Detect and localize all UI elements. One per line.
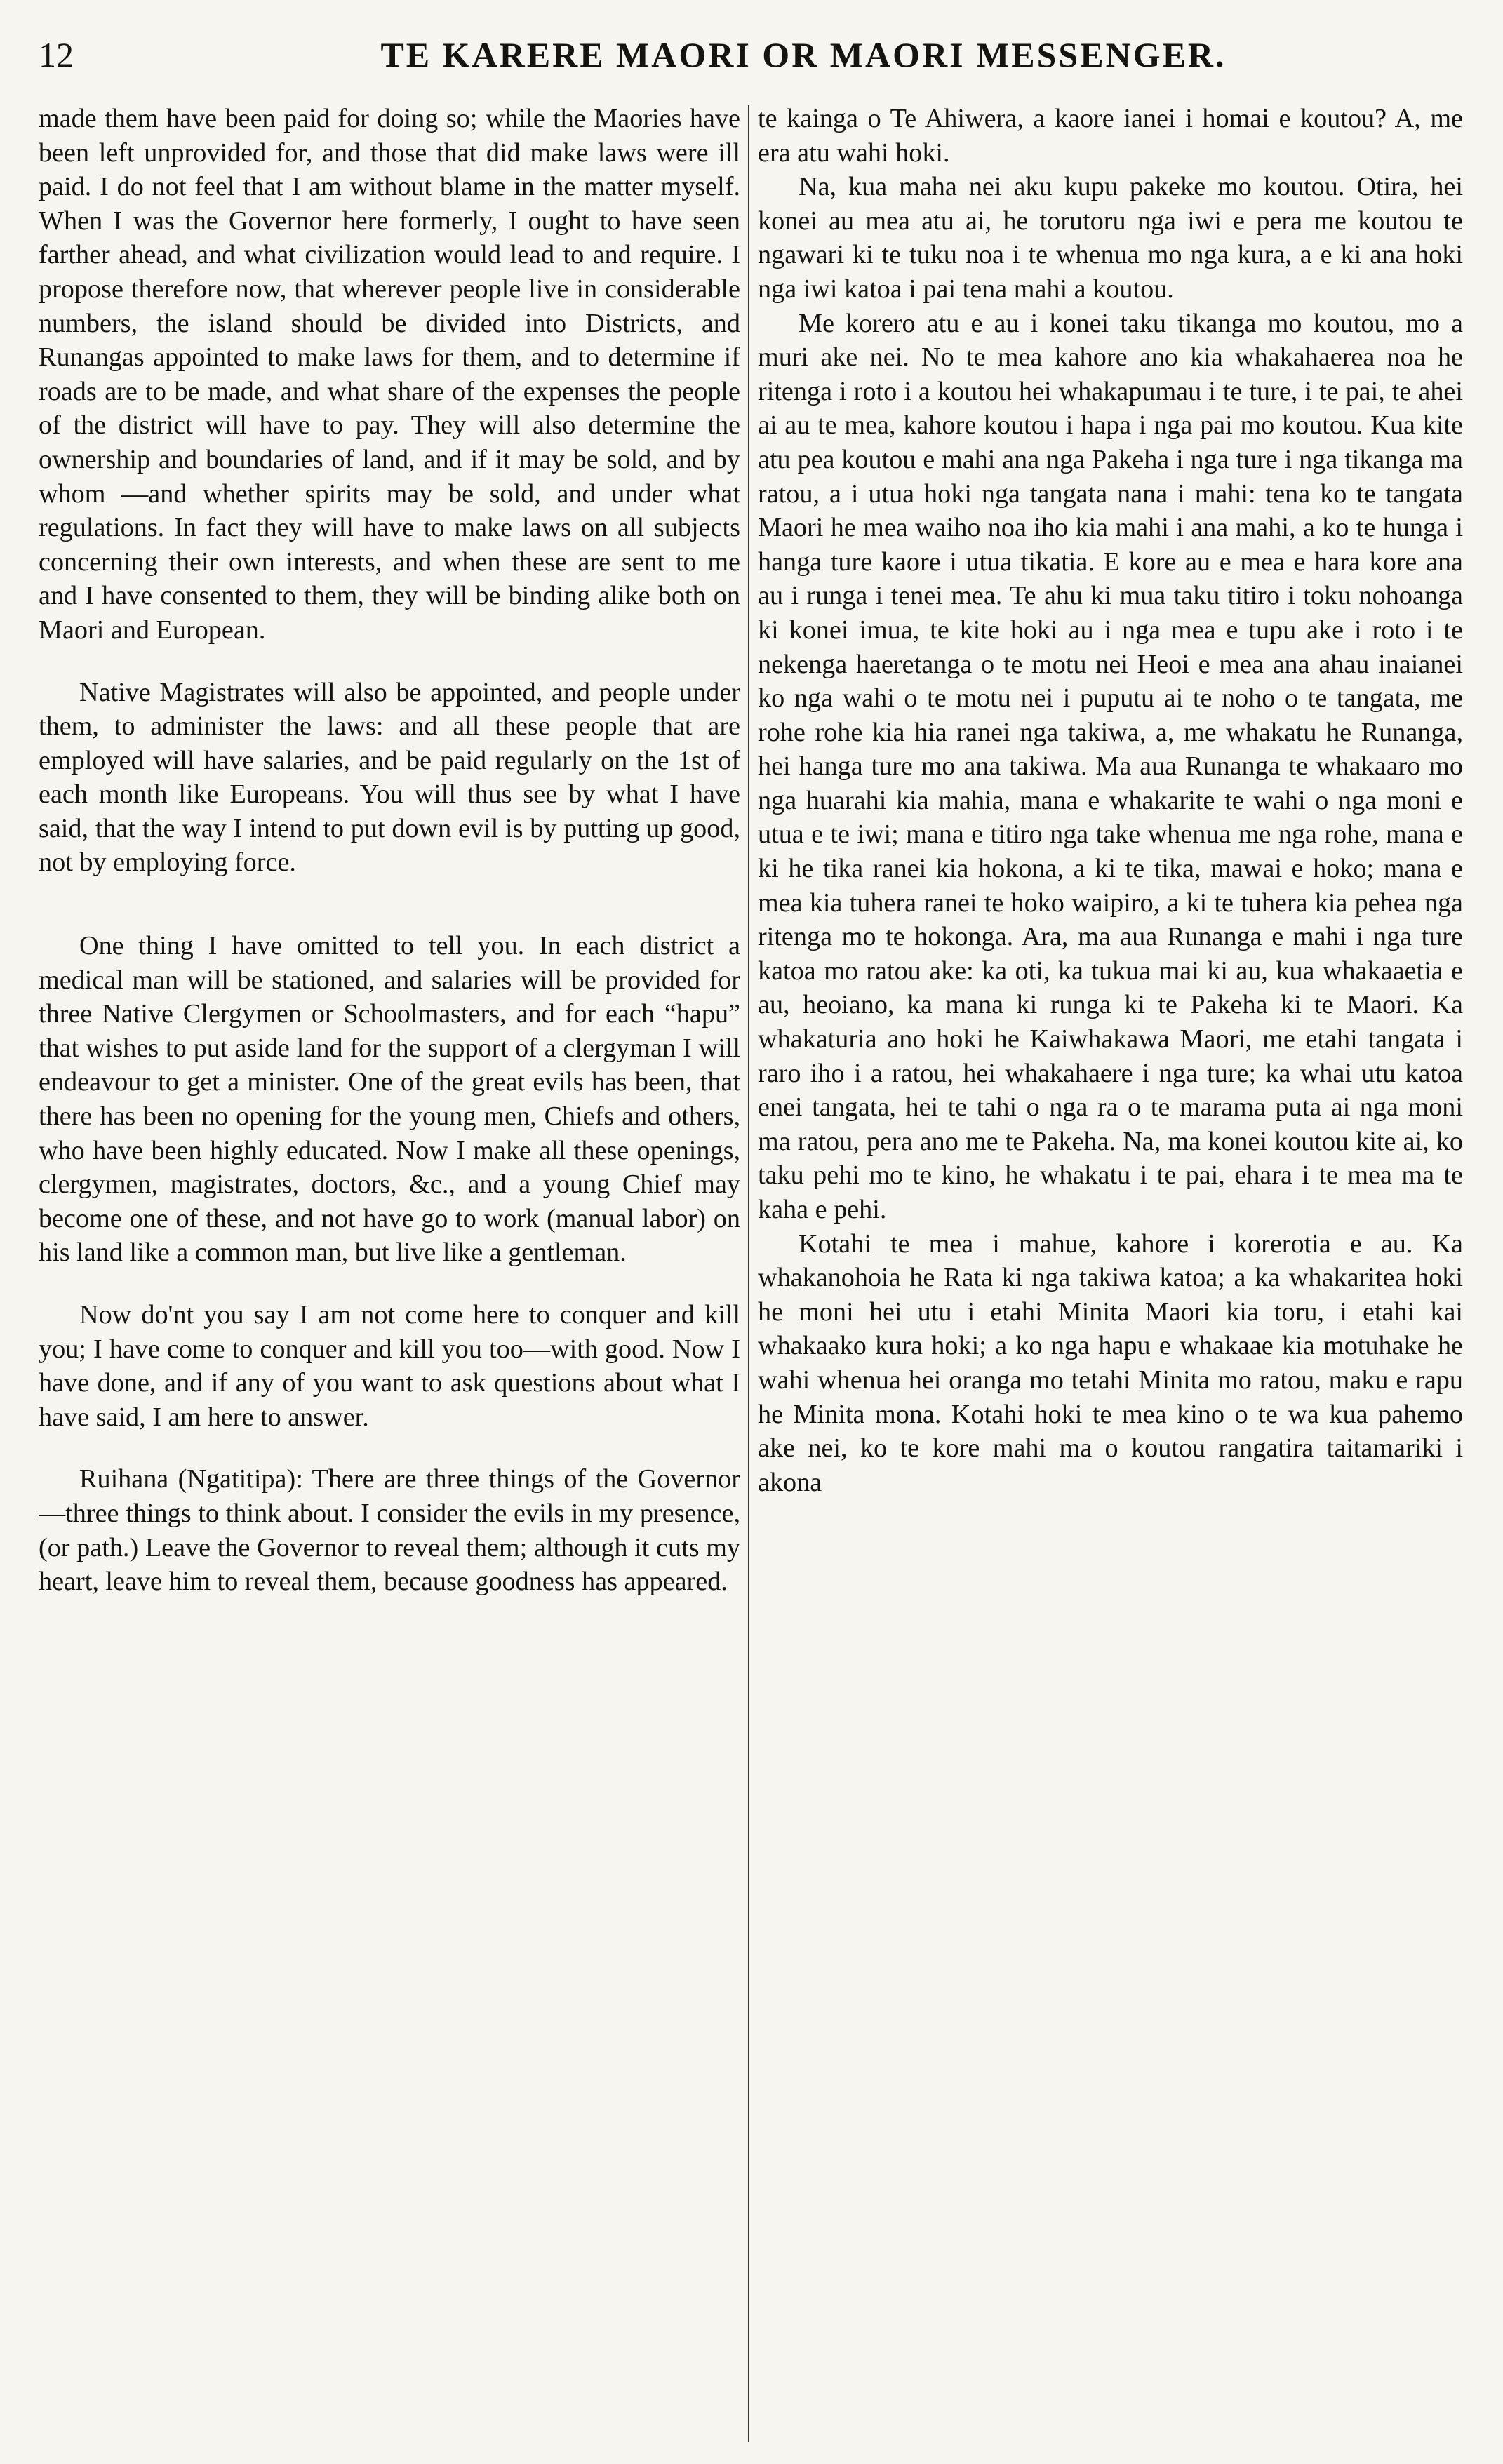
- english-column: [39, 102, 740, 2445]
- paragraph: One thing I have omitted to tell you. In each district a medical man will be stationed, and salaries will be provided for three Native Clergymen or Schoolmasters, and for each “hapu” that wishes to put aside land for the support of a clergyman I will endeavour to get a minister. One of the great evils has been, that there has been no opening for the young men, Chiefs and others, who have been highly educated. Now I make all these openings, clergymen, magistrates, doctors, &c., and a young Chief may become one of these, and not have go to work (manual labor) on his land like a common man, but live like a gentleman.: [39, 931, 740, 1268]
- page-number: 12: [39, 35, 74, 74]
- paragraph: made them have been paid for doing so; while the Maories have been left unprovided for, and those that did make laws were ill paid. I do not feel that I am without blame in the matter myself. When I was the Governor here formerly, I ought to have seen farther ahead, and what civilization would lead to and require. I propose therefore now, that wherever people live in considerable numbers, the island should be divided into Districts, and Runangas appointed to make laws for them, and to determine if roads are to be made, and what share of the expenses the people of the district will have to pay. They will also determine the ownership and boundaries of land, and if it may be sold, and by whom —and whether spirits may be sold, and under what regulations. In fact they will have to make laws on all subjects concerning their own interests, and when these are sent to me and I have consented to them, they will be binding alike both on Maori and European.: [39, 104, 740, 645]
- page-header: [39, 27, 1463, 83]
- paragraph: Na, kua maha nei aku kupu pakeke mo koutou. Otira, hei konei au mea atu ai, he torutoru nga iwi e pera me koutou te ngawari ki te tuku noa i te whenua mo nga kura, a e ki ana hoki nga iwi katoa i pai tena mahi a koutou.: [758, 172, 1463, 304]
- paragraph: Kotahi te mea i mahue, kahore i korerotia e au. Ka whakanohoia he Rata ki nga takiwa katoa; a ka whakaritea hoki he moni hei utu i etahi Minita Maori kia toru, i etahi kai whakaako kura hoki; a ko nga hapu e whakaae kia motuhake he wahi whenua hei oranga mo tetahi Minita mo ratou, maku e rapu he Minita mona. Kotahi hoki te mea kino o te wa kua pahemo ake nei, ko te kore mahi ma o koutou rangatira taitamariki i akona: [758, 1228, 1463, 1497]
- paragraph: te kainga o Te Ahiwera, a kaore ianei i homai e koutou? A, me era atu wahi hoki.: [758, 104, 1463, 168]
- paragraph: Ruihana (Ngatitipa): There are three things of the Governor—three things to think about. I consider the evils in my presence, (or path.) Leave the Governor to reveal them; although it cuts my heart, leave him to reveal them, because goodness has appeared.: [39, 1464, 740, 1597]
- column-divider: [748, 105, 749, 2442]
- masthead-title: TE KARERE MAORI OR MAORI MESSENGER.: [380, 35, 1227, 74]
- maori-column: [758, 102, 1463, 2445]
- paragraph: Native Magistrates will also be appointed, and people under them, to administer the laws: and all these people that are employed will have salaries, and be paid regularly on the 1st of each month like Europeans. You will thus see by what I have said, that the way I intend to put down evil is by putting up good, not by employing force.: [39, 677, 740, 878]
- paragraph: Me korero atu e au i konei taku tikanga mo koutou, mo a muri ake nei. No te mea kahore ano kia whakahaerea noa he ritenga i roto i a koutou hei whakapumau i te ture, i te pai, te ahei ai au te mea, kahore koutou i hapa i nga pai mo koutou. Kua kite atu pea koutou e mahi ana nga Pakeha i nga ture i nga tikanga ma ratou, a i utua hoki nga tangata nana i mahi: tena ko te tangata Maori he mea waiho noa iho kia mahi i ana mahi, a ko te hunga i hanga ture kaore i utua tikatia. E kore au e mea e hara kore ana au i runga i tenei mea. Te ahu ki mua taku titiro i toku nohoanga ki konei imua, te kite hoki au i nga mea e tupu ake i roto i te nekenga haeretanga o te motu nei Heoi e mea ana ahau inaianei ko nga wahi o te motu nei i puputu ai te noho o te tangata, me rohe rohe kia hia ranei nga takiwa, a, me whakatu he Runanga, hei hanga ture mo ana takiwa. Ma aua Runanga te whakaaro mo nga huarahi kia mahia, mana e whakarite te wahi o nga moni e utua e te iwi; mana e titiro nga take whenua me nga rohe, mana e ki he tika ranei kia hokona, a ki te tika, mawai e hoko; mana e mea kia tuhera ranei te hoko waipiro, a ki te tuhera kia pehea nga ritenga mo te hokonga. Ara, ma aua Runanga e mahi i nga ture katoa mo ratou ake: ka oti, ka tukua mai ki au, kua whakaaetia e au, heoiano, ka mana ki runga ki te Pakeha ki te Maori. Ka whakaturia ano hoki he Kaiwhakawa Maori, me etahi tangata i raro iho i a ratou, hei whakahaere i nga ture; ka whai utu katoa enei tangata, hei te tahi o nga ra o te marama puta ai nga moni ma ratou, pera ano me te Pakeha. Na, ma konei koutou kite ai, ko taku pehi mo te kino, he whakatu i te pai, ehara i te mea ma te kaha e pehi.: [758, 308, 1463, 1224]
- paragraph: Now do'nt you say I am not come here to conquer and kill you; I have come to conquer and kill you too—with good. Now I have done, and if any of you want to ask questions about what I have said, I am here to answer.: [39, 1300, 740, 1432]
